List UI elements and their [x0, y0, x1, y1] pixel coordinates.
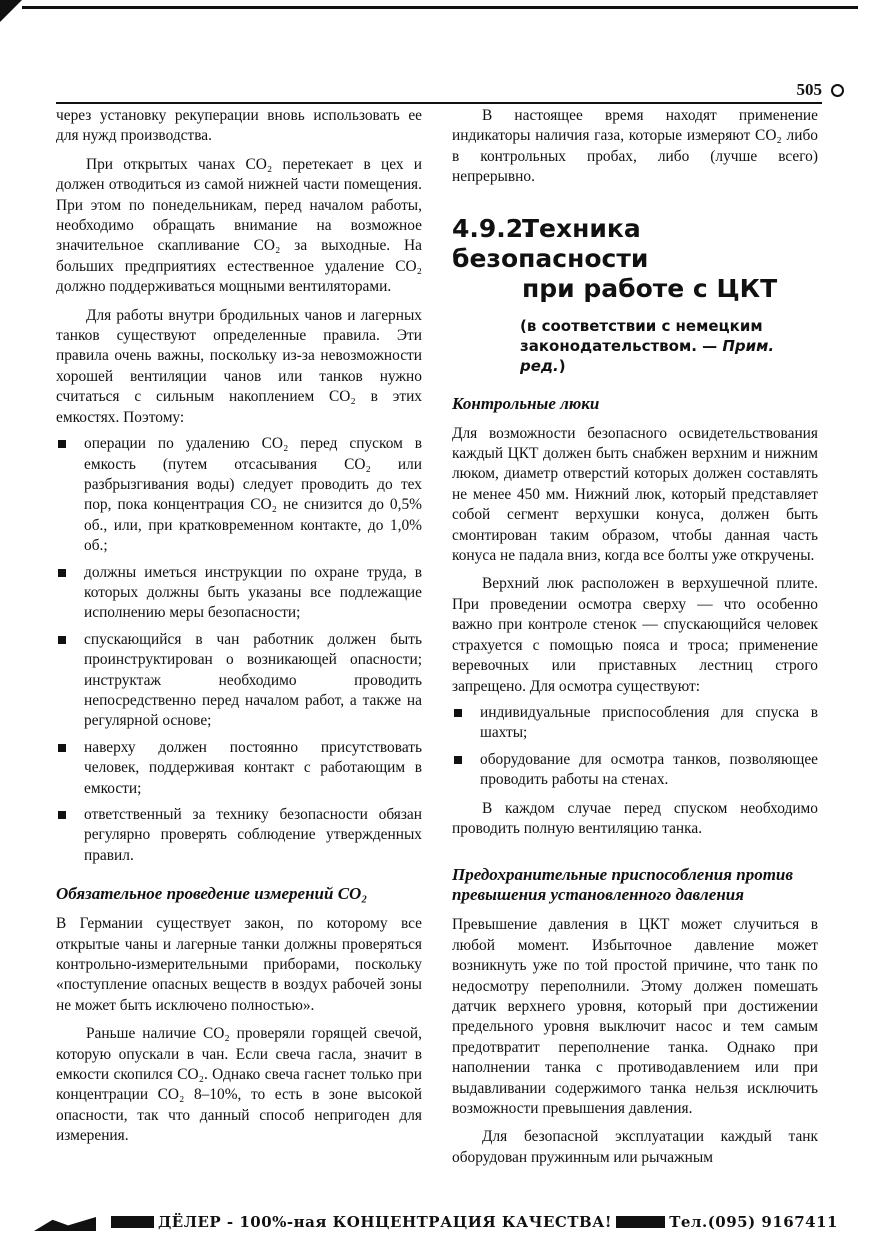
- paragraph: Для работы внутри бродильных чанов и лагерных танков существуют определенные правила. Эти правила очень важны, поскольку из-за невозможности хорошей вентиляции чанов или танков нужно считаться с сильным накоплением CO₂ в этих емкостях. Поэтому:: [56, 306, 422, 426]
- bullet-icon: [454, 756, 462, 764]
- list-item: [452, 750, 818, 791]
- paragraph: через установку рекуперации вновь использовать ее для нужд производства.: [56, 107, 422, 145]
- paragraph: При открытых чанах CO₂ перетекает в цех и должен отводиться из самой нижней части помещения. При этом по понедельникам, перед началом работы, необходимо обращать внимание на возможное значительное скапливание CO₂ за выходные. На больших предприятиях естественное удаление CO₂ должно поддерживаться мощными вентиляторами.: [56, 155, 422, 296]
- bullet-icon: [58, 569, 66, 577]
- paragraph: В Германии существует закон, по которому все открытые чаны и лагерные танки должны проверяться контрольно-измерительными приборами, поскольку «поступление опасных веществ в воздух рабочей зоны не может быть исключено полностью».: [56, 915, 422, 1014]
- footer-bar: [111, 1216, 154, 1228]
- bullet-icon: [58, 636, 66, 644]
- list-item: [56, 434, 422, 556]
- section-title: [452, 214, 818, 304]
- paragraph: Для безопасной эксплуатации каждый танк оборудован пружинным или рычажным: [452, 1128, 818, 1166]
- section-subtitle: [520, 316, 818, 376]
- page-header: [56, 78, 822, 104]
- bullet-icon: [454, 709, 462, 717]
- paragraph: В каждом случае перед спуском необходимо проводить полную вентиляцию танка.: [452, 799, 818, 837]
- section-subtitle-text: (в соответствии с немецким законодательством. —: [520, 316, 763, 355]
- subheading: Обязательное проведение измерений CO₂: [56, 884, 368, 904]
- list-item-text: ответственный за технику безопасности обязан регулярно проверять соблюдение утвержденных правил.: [84, 806, 422, 864]
- list-item-text: операции по удалению CO₂ перед спуском в емкость (путем отсасывания CO₂ или разбрызгивания воды) следует проводить до тех пор, пока концентрация CO₂ не снизится до 0,5% об., или, при кратковременном контакте, до 1,0% об.;: [84, 435, 422, 555]
- list-item-text: спускающийся в чан работник должен быть проинструктирован о возникающей опасности; инструктаж необходимо проводить непосредственно перед началом работ, а также на регулярной основе;: [84, 630, 422, 730]
- bullet-list: [452, 703, 818, 791]
- paragraph: В настоящее время находят применение индикаторы наличия газа, которые измеряют CO₂ либо в контрольных пробах, либо (лучше всего) непрерывно.: [452, 107, 818, 186]
- paragraph: Раньше наличие CO₂ проверяли горящей свечой, которую опускали в чан. Если свеча гасла, значит в емкости скопился CO₂. Однако свеча гаснет только при концентрации CO₂ 8–10%, то есть в зоне высокой опасности, так что данный способ непригоден для измерения.: [56, 1025, 422, 1145]
- footer-slogan: ДЁЛЕР - 100%-ная КОНЦЕНТРАЦИЯ КАЧЕСТВА!: [157, 1213, 612, 1231]
- section-number: 4.9.2.: [452, 213, 533, 243]
- paragraph: Превышение давления в ЦКТ может случиться в любой момент. Избыточное давление может возникнуть уже по той простой причине, что танк по недосмотру переполнили. Этому должен помешать датчик верхнего уровня, который при достижении предельного уровня выключит насос и тем самым предотвратит переполнение танка. Однако при наполнении танка с противодавлением или при выдавливании содержимого танка нельзя исключить возможности превышения давления.: [452, 916, 818, 1117]
- editor-note: Прим. ред.: [520, 336, 775, 375]
- footer-bar: [616, 1216, 665, 1228]
- paragraph: Для возможности безопасного освидетельствования каждый ЦКТ должен быть снабжен верхним и нижним люком, диаметр отверстий которых должен составлять не менее 450 мм. Нижний люк, который представляет собой сегмент верхушки конуса, должен быть смонтирован таким образом, чтобы данная часть конуса не падала вниз, когда все болты уже откручены.: [452, 424, 818, 565]
- footer-banner: [24, 1211, 842, 1233]
- right-column: [452, 106, 818, 1168]
- section-title-line2: при работе с ЦКТ: [522, 273, 778, 303]
- top-rule: [22, 6, 858, 9]
- footer-phone: Тел.(095) 9167411: [669, 1213, 838, 1231]
- subheading: Предохранительные приспособления против превышения установленного давления: [452, 865, 793, 905]
- paragraph: Верхний люк расположен в верхушечной плите. При проведении осмотра сверху — что особенно важно при контроле стенок — спускающийся человек страхуется с помощью пояса и троса; применение веревочных или приставных лестниц строго запрещено. Для осмотра существуют:: [452, 575, 818, 695]
- page-number: 505: [796, 80, 822, 99]
- list-item: [56, 805, 422, 866]
- bullet-list: [56, 434, 422, 866]
- publisher-logo: [24, 1211, 111, 1233]
- bullet-icon: [58, 440, 66, 448]
- list-item-text: должны иметься инструкции по охране труда, в которых должны быть указаны все подлежащие исполнению меры безопасности;: [84, 563, 422, 622]
- page-marker-icon: [831, 84, 844, 97]
- list-item-text: наверху должен постоянно присутствовать человек, поддерживая контакт с работающим в емкости;: [84, 738, 422, 797]
- list-item-text: индивидуальные приспособления для спуска в шахты;: [480, 703, 818, 742]
- subheading: Контрольные люки: [452, 393, 600, 413]
- section-subtitle-end: ): [558, 356, 566, 375]
- list-item: [56, 630, 422, 732]
- list-item-text: оборудование для осмотра танков, позволяющее проводить работы на стенах.: [480, 750, 818, 789]
- list-item: [452, 703, 818, 744]
- section-title-line1: Техника безопасности: [452, 213, 649, 273]
- bullet-icon: [58, 811, 66, 819]
- corner-mark: [0, 0, 22, 22]
- section-heading: [452, 214, 818, 376]
- left-column: [56, 106, 422, 1147]
- list-item: [56, 563, 422, 624]
- bullet-icon: [58, 744, 66, 752]
- list-item: [56, 738, 422, 799]
